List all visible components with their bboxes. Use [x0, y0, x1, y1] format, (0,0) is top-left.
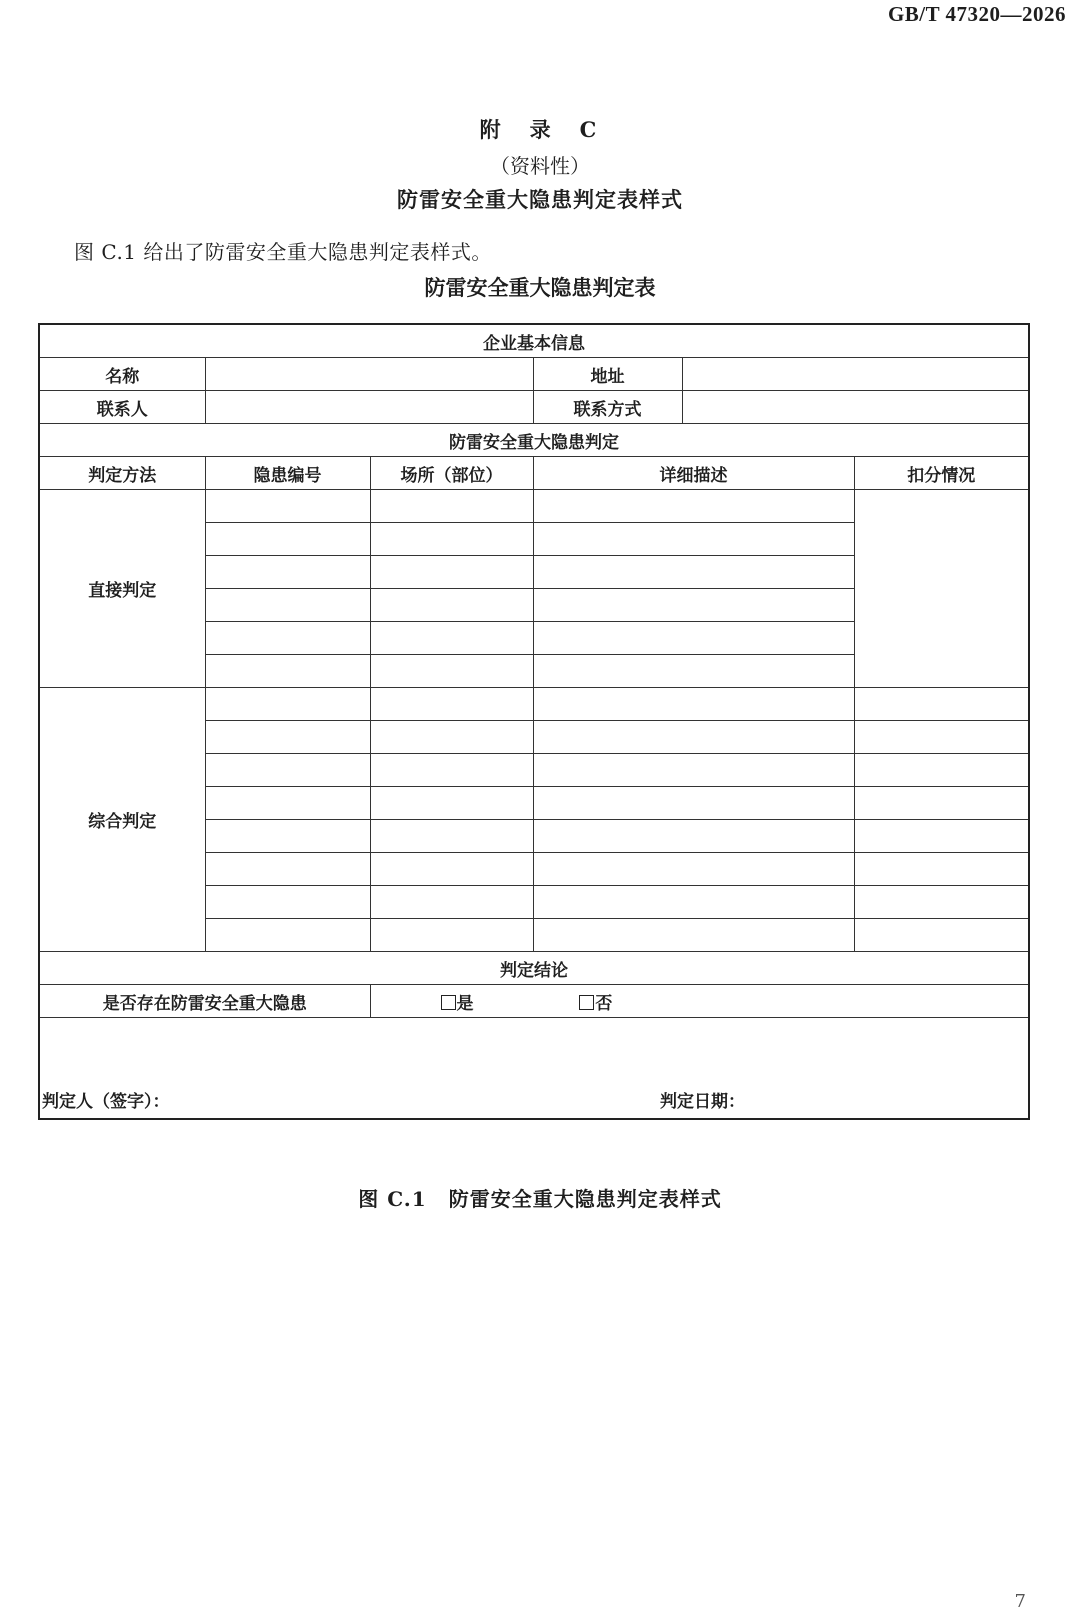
deduction-cell[interactable]	[854, 688, 1029, 721]
basic-info-header: 企业基本信息	[39, 324, 1029, 358]
contact-method-label: 联系方式	[533, 391, 682, 424]
hazard-number-cell[interactable]	[205, 820, 370, 853]
name-address-row	[39, 358, 1029, 391]
comprehensive-determination-row	[39, 688, 1029, 721]
deduction-cell[interactable]	[854, 820, 1029, 853]
location-cell[interactable]	[370, 886, 533, 919]
deduction-cell[interactable]	[854, 721, 1029, 754]
contact-label: 联系人	[39, 391, 205, 424]
hazard-number-cell[interactable]	[205, 523, 370, 556]
name-value-cell[interactable]	[205, 358, 533, 391]
column-header-row	[39, 457, 1029, 490]
contact-row	[39, 391, 1029, 424]
description-cell[interactable]	[533, 589, 854, 622]
location-cell[interactable]	[370, 919, 533, 952]
conclusion-header: 判定结论	[39, 952, 1029, 985]
description-cell[interactable]	[533, 721, 854, 754]
figure-caption-text: 防雷安全重大隐患判定表样式	[448, 1187, 722, 1211]
description-cell[interactable]	[533, 490, 854, 523]
standard-code: GB/T 47320—2026	[887, 2, 1066, 26]
location-cell[interactable]	[370, 787, 533, 820]
location-cell[interactable]	[370, 490, 533, 523]
signature-cell[interactable]	[39, 1018, 1029, 1120]
column-header-hazard-number: 隐患编号	[205, 457, 370, 490]
location-cell[interactable]	[370, 820, 533, 853]
hazard-number-cell[interactable]	[205, 886, 370, 919]
determination-header-row	[39, 424, 1029, 457]
location-cell[interactable]	[370, 589, 533, 622]
checkbox-yes[interactable]	[441, 995, 456, 1010]
contact-value-cell[interactable]	[205, 391, 533, 424]
basic-info-header-row	[39, 324, 1029, 358]
column-header-location: 场所（部位）	[370, 457, 533, 490]
address-value-cell[interactable]	[682, 358, 1029, 391]
answer-options	[370, 985, 1029, 1018]
description-cell[interactable]	[533, 919, 854, 952]
appendix-title: 附 录 C	[479, 117, 601, 142]
direct-determination-label: 直接判定	[39, 490, 205, 688]
option-yes[interactable]	[441, 989, 474, 1014]
deduction-cell[interactable]	[854, 754, 1029, 787]
location-cell[interactable]	[370, 721, 533, 754]
description-cell[interactable]	[533, 754, 854, 787]
description-cell[interactable]	[533, 622, 854, 655]
appendix-nature: （资料性）	[490, 154, 590, 178]
question-label: 是否存在防雷安全重大隐患	[39, 985, 370, 1018]
description-cell[interactable]	[533, 556, 854, 589]
name-label: 名称	[39, 358, 205, 391]
hazard-number-cell[interactable]	[205, 853, 370, 886]
description-cell[interactable]	[533, 688, 854, 721]
contact-method-value-cell[interactable]	[682, 391, 1029, 424]
signature-row	[39, 1018, 1029, 1120]
description-cell[interactable]	[533, 886, 854, 919]
option-no-label: 否	[595, 993, 613, 1014]
location-cell[interactable]	[370, 556, 533, 589]
description-cell[interactable]	[533, 820, 854, 853]
table-title: 防雷安全重大隐患判定表	[424, 276, 656, 300]
description-cell[interactable]	[533, 787, 854, 820]
option-no[interactable]	[579, 989, 612, 1014]
location-cell[interactable]	[370, 523, 533, 556]
hazard-number-cell[interactable]	[205, 622, 370, 655]
deduction-cell[interactable]	[854, 490, 1029, 688]
determination-form-table	[38, 323, 1030, 1120]
deduction-cell[interactable]	[854, 886, 1029, 919]
hazard-number-cell[interactable]	[205, 754, 370, 787]
figure-caption	[0, 1183, 1080, 1212]
intro-paragraph: 图 C.1 给出了防雷安全重大隐患判定表样式。	[74, 240, 492, 264]
determination-header: 防雷安全重大隐患判定	[39, 424, 1029, 457]
hazard-number-cell[interactable]	[205, 721, 370, 754]
location-cell[interactable]	[370, 622, 533, 655]
hazard-number-cell[interactable]	[205, 556, 370, 589]
direct-determination-row	[39, 490, 1029, 523]
question-row	[39, 985, 1029, 1018]
hazard-number-cell[interactable]	[205, 490, 370, 523]
hazard-number-cell[interactable]	[205, 655, 370, 688]
hazard-number-cell[interactable]	[205, 589, 370, 622]
column-header-deduction: 扣分情况	[854, 457, 1029, 490]
option-yes-label: 是	[456, 993, 474, 1014]
hazard-number-cell[interactable]	[205, 688, 370, 721]
location-cell[interactable]	[370, 754, 533, 787]
location-cell[interactable]	[370, 853, 533, 886]
deduction-cell[interactable]	[854, 787, 1029, 820]
signer-label: 判定人（签字）：	[42, 1092, 170, 1112]
description-cell[interactable]	[533, 655, 854, 688]
description-cell[interactable]	[533, 523, 854, 556]
hazard-number-cell[interactable]	[205, 787, 370, 820]
checkbox-no[interactable]	[579, 995, 594, 1010]
conclusion-header-row	[39, 952, 1029, 985]
column-header-description: 详细描述	[533, 457, 854, 490]
description-cell[interactable]	[533, 853, 854, 886]
hazard-number-cell[interactable]	[205, 919, 370, 952]
comprehensive-determination-label: 综合判定	[39, 688, 205, 952]
deduction-cell[interactable]	[854, 853, 1029, 886]
figure-number: 图 C.1	[358, 1187, 427, 1211]
location-cell[interactable]	[370, 688, 533, 721]
address-label: 地址	[533, 358, 682, 391]
column-header-method: 判定方法	[39, 457, 205, 490]
appendix-subtitle: 防雷安全重大隐患判定表样式	[397, 187, 683, 212]
location-cell[interactable]	[370, 655, 533, 688]
date-label: 判定日期：	[660, 1092, 745, 1112]
page-number: 7	[1014, 1591, 1026, 1612]
deduction-cell[interactable]	[854, 919, 1029, 952]
